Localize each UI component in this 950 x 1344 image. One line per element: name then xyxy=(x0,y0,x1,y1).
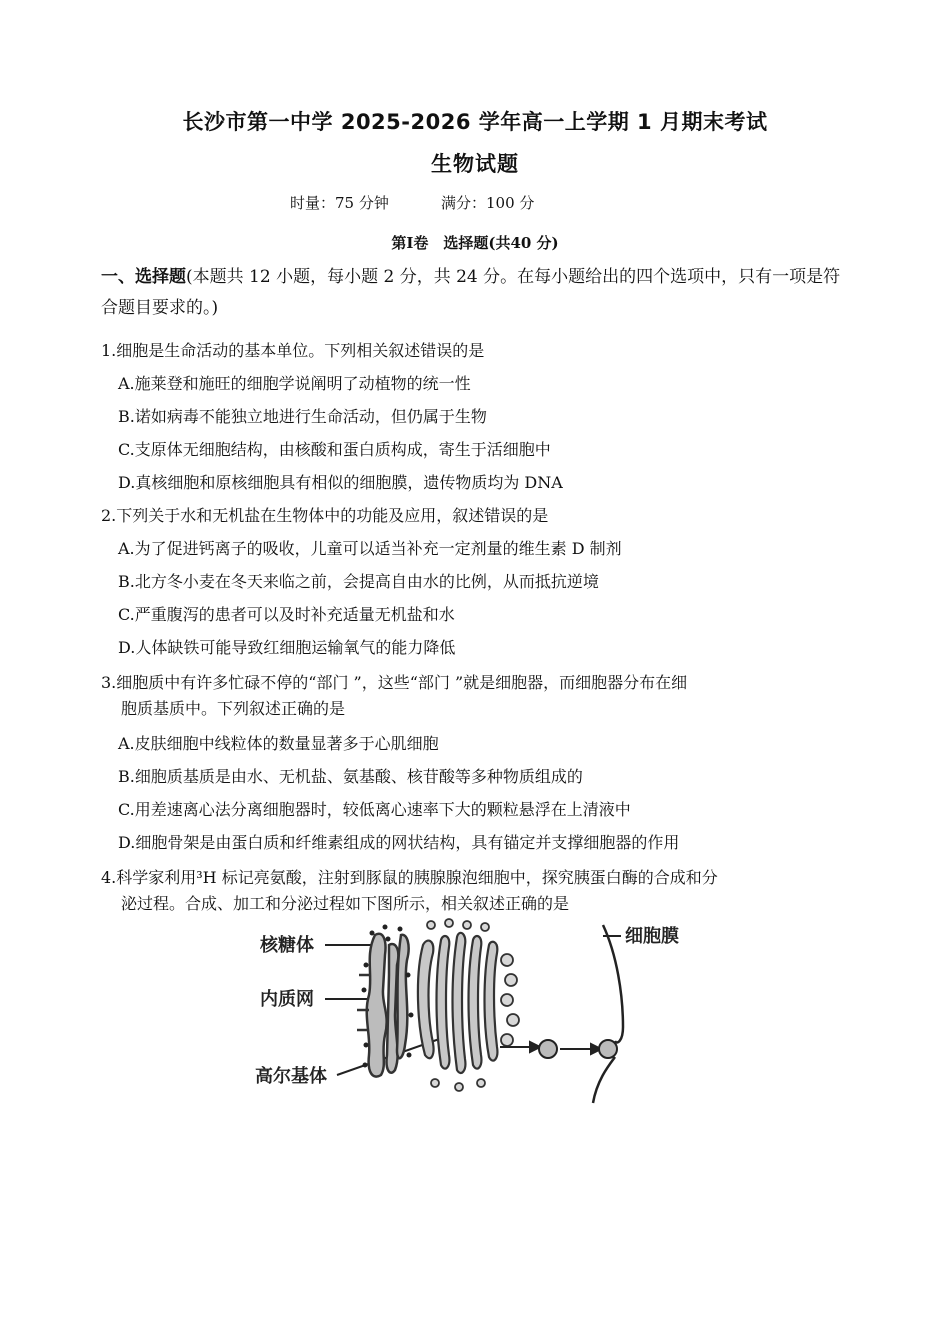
question-1-stem: 1.细胞是生命活动的基本单位。下列相关叙述错误的是 xyxy=(101,341,485,360)
cell-membrane xyxy=(593,925,623,1103)
question-2-option-b: B.北方冬小麦在冬天来临之前，会提高自由水的比例，从而抵抗逆境 xyxy=(118,572,599,591)
question-4-stem-line2: 泌过程。合成、加工和分泌过程如下图所示，相关叙述正确的是 xyxy=(121,894,570,913)
question-4-stem-line1: 4.科学家利用³H 标记亮氨酸，注射到豚鼠的胰腺腺泡细胞中，探究胰蛋白酶的合成和分 xyxy=(101,868,718,887)
label-membrane: 细胞膜 xyxy=(625,926,679,947)
question-1-option-b: B.诺如病毒不能独立地进行生命活动，但仍属于生物 xyxy=(118,407,487,426)
section-instructions xyxy=(101,262,851,324)
er-structure xyxy=(357,934,409,1077)
section-title: 第Ⅰ卷 选择题(共40 分) xyxy=(391,234,559,252)
secretion-pathway-figure xyxy=(245,915,715,1110)
question-3-stem-line2: 胞质基质中。下列叙述正确的是 xyxy=(121,699,346,718)
part-label: 一、选择题 xyxy=(101,267,186,287)
label-ribosome: 核糖体 xyxy=(260,935,314,956)
question-1-option-c: C.支原体无细胞结构，由核酸和蛋白质构成，寄生于活细胞中 xyxy=(118,440,551,459)
question-2-option-c: C.严重腹泻的患者可以及时补充适量无机盐和水 xyxy=(118,605,455,624)
question-3-option-a: A.皮肤细胞中线粒体的数量显著多于心肌细胞 xyxy=(118,734,439,753)
subject-title: 生物试题 xyxy=(431,152,519,176)
question-1-option-d: D.真核细胞和原核细胞具有相似的细胞膜，遗传物质均为 DNA xyxy=(118,473,563,492)
question-2-stem: 2.下列关于水和无机盐在生物体中的功能及应用，叙述错误的是 xyxy=(101,506,549,525)
question-3-option-b: B.细胞质基质是由水、无机盐、氨基酸、核苷酸等多种物质组成的 xyxy=(118,767,583,786)
part-description: (本题共 12 小题，每小题 2 分，共 24 分。在每小题给出的四个选项中，只有一项是符合题目要求的。) xyxy=(101,267,841,318)
question-3-stem-line1: 3.细胞质中有许多忙碌不停的“部门 ”，这些“部门 ”就是细胞器，而细胞器分布在细 xyxy=(101,673,688,692)
question-2-option-d: D.人体缺铁可能导致红细胞运输氧气的能力降低 xyxy=(118,638,456,657)
exam-title: 长沙市第一中学 2025-2026 学年高一上学期 1 月期末考试 xyxy=(182,110,768,134)
label-golgi: 高尔基体 xyxy=(255,1066,327,1087)
question-3-option-c: C.用差速离心法分离细胞器时，较低离心速率下大的颗粒悬浮在上清液中 xyxy=(118,800,631,819)
time-limit: 时量：75 分钟 xyxy=(290,194,389,212)
question-3-option-d: D.细胞骨架是由蛋白质和纤维素组成的网状结构，具有锚定并支撑细胞器的作用 xyxy=(118,833,680,852)
question-2-option-a: A.为了促进钙离子的吸收，儿童可以适当补充一定剂量的维生素 D 制剂 xyxy=(118,539,622,558)
label-er: 内质网 xyxy=(260,989,314,1010)
golgi-structure xyxy=(418,933,497,1073)
question-1-option-a: A.施莱登和施旺的细胞学说阐明了动植物的统一性 xyxy=(118,374,471,393)
exocytosis-vesicle xyxy=(599,1040,617,1058)
secretory-vesicle xyxy=(539,1040,557,1058)
full-score: 满分：100 分 xyxy=(441,194,535,212)
